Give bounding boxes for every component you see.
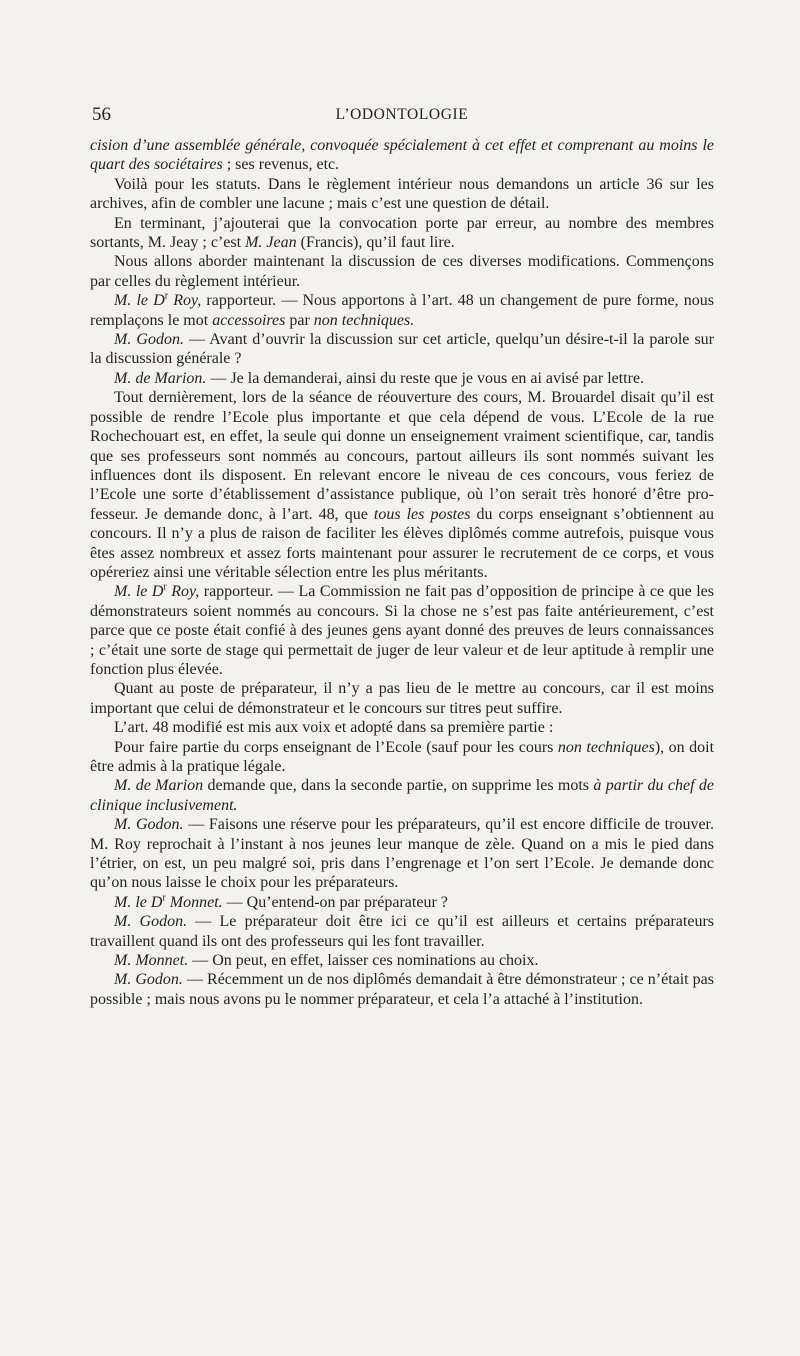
text-run: — Faisons une réserve pour les préparateurs, qu’il est encore difficile de trouver. M. Roy reprochait à l’instant à nos jeunes leur manque de zèle. Quand on a mis le pied dans l’étrier, on est, un peu malgré soi, pris dans l’engrenage et l’on sert l’Ecole. Je demande donc qu’on nous laisse le choix pour les préparateurs.	[90, 816, 715, 892]
paragraph	[90, 369, 714, 388]
italic-run: cision d’une assemblée générale, convoquée spécialement à cet effet et comprenant au moins le quart des sociétaires	[90, 137, 714, 174]
italic-run: M. le D	[114, 292, 165, 310]
body-text	[90, 136, 714, 1009]
text-run: Voilà pour les statuts. Dans le règlement intérieur nous demandons un article 36 sur les archives, afin de combler une lacune ; mais c’est une question de détail.	[90, 175, 714, 213]
paragraph	[90, 912, 714, 951]
text-run: demande que, dans la seconde partie, on supprime les mots	[203, 777, 594, 795]
superscript: r	[163, 582, 167, 594]
paragraph	[90, 738, 714, 777]
text-run: L’art. 48 modifié est mis aux voix et adopté dans sa première partie :	[114, 719, 554, 737]
text-run: Nous allons aborder maintenant la discussion de ces diverses modifications. Commençons par celles du règlement intérieur.	[90, 253, 714, 290]
text-run: Tout dernièrement, lors de la séance de réouverture des cours, M. Brouardel disait qu’il est possible de rendre l’Ecole plus importante et que cela dépend de vous. L’Ecole de la rue Rochechouart est, en effet, la seule qui donne un enseignement vraiment scientifique, car, tandis que ses professeurs sont nommés au concours, partout ailleurs ils sont nommés suivant les influences dont ils disposent. En relevant encore le niveau de ces concours, vous feriez de l’Ecole une sorte d’établissement d’assistance publique, où l’on serait très honoré d’être professeur. Je demande donc, à l’art. 48, que	[90, 389, 714, 523]
text-run: En terminant, j’ajouterai que la convocation porte par erreur, au nombre des membres sortants, M. Jeay ; c’est	[90, 214, 714, 252]
paragraph	[90, 893, 714, 912]
page-number: 56	[92, 104, 111, 125]
text-run: Pour faire partie du corps enseignant de l’Ecole (sauf pour les cours	[114, 738, 558, 756]
text-run: ; ses revenus, etc.	[222, 156, 340, 174]
italic-run: M. le D	[114, 583, 164, 601]
italic-run: M. Godon.	[114, 816, 184, 834]
paragraph	[90, 175, 714, 214]
italic-run: M. le D	[114, 893, 163, 911]
text-run: du corps enseignant s’obtiennent au concours. Il n’y a plus de raison de faciliter les élèves diplômés comme autrefois, puisque vous êtes assez nombreux et assez forts maintenant pour assurer le recrutement de ce corps, et vous opéreriez ainsi une véritable sélection entre les plus méritants.	[90, 505, 714, 581]
italic-run: accessoires	[212, 311, 286, 329]
text-run: — Je la demanderai, ainsi du reste que je vous en ai avisé par lettre.	[206, 369, 645, 387]
paragraph	[90, 776, 714, 815]
text-run: rapporteur. — La Commission ne fait pas d’opposition de principe à ce que les démonstrateurs soient nommés au concours. Si la chose ne s’est pas faite antérieurement, c’est parce que ce poste était confié à des jeunes gens ayant donné des preuves de leurs connaissances ; c’était une sorte de stage qui permettait de juger de leur valeur et de leur aptitude à remplir une fonction plus élevée.	[90, 583, 714, 678]
italic-run: M. Godon.	[114, 913, 188, 931]
paragraph	[90, 136, 714, 175]
italic-run: à partir du chef de clinique inclusivement.	[90, 777, 715, 814]
text-run: — Qu’entend-on par préparateur ?	[222, 893, 448, 911]
italic-run: non techniques.	[313, 311, 415, 329]
text-run: (Francis), qu’il faut lire.	[296, 234, 455, 252]
italic-run: Roy,	[168, 292, 202, 310]
paragraph	[90, 815, 714, 893]
text-run: rapporteur. — Nous apportons à l’art. 48 un changement de pure forme, nous remplaçons le mot	[90, 292, 715, 329]
italic-run: M. de Marion.	[114, 369, 207, 387]
paragraph	[90, 214, 714, 253]
italic-run: M. Jean	[245, 234, 297, 252]
text-run: — On peut, en effet, laisser ces nominations au choix.	[188, 952, 539, 970]
paragraph	[90, 970, 714, 1009]
italic-run: M. Godon.	[114, 971, 183, 989]
text-run: — Le préparateur doit être ici ce qu’il est ailleurs et certains préparateurs travaillent quand ils ont des professeurs qui les font travailler.	[90, 913, 714, 950]
italic-run: tous les postes	[373, 505, 471, 523]
superscript: r	[162, 892, 166, 904]
paragraph	[90, 679, 714, 718]
text-run: par	[285, 311, 314, 329]
paragraph	[90, 291, 714, 330]
text-run: ), on doit être admis à la pratique légale.	[90, 738, 715, 775]
italic-run: M. Monnet.	[114, 952, 189, 970]
italic-run: Roy,	[166, 583, 200, 601]
italic-run: M. de Marion	[114, 777, 204, 795]
running-title: L’ODONTOLOGIE	[335, 106, 469, 123]
paragraph	[90, 951, 714, 970]
page-header	[92, 104, 712, 128]
italic-run: non techniques	[557, 738, 655, 756]
paragraph	[90, 252, 714, 291]
superscript: r	[164, 290, 169, 302]
paragraph	[90, 582, 714, 679]
paragraph	[90, 718, 714, 737]
text-run: — Avant d’ouvrir la discussion sur cet article, quelqu’un désire-t-il la parole sur la discussion générale ?	[90, 331, 714, 368]
italic-run: Monnet.	[165, 893, 223, 911]
italic-run: M. Godon.	[114, 331, 184, 349]
paragraph	[90, 388, 714, 582]
paragraph	[90, 330, 714, 369]
text-run: — Récemment un de nos diplômés demandait à être démonstrateur ; ce n’était pas possible ; mais nous avons pu le nommer préparateur, et cela l’a attaché à l’institution.	[90, 971, 714, 1008]
text-run: Quant au poste de préparateur, il n’y a pas lieu de le mettre au concours, car il est moins important que celui de démonstrateur et le concours sur titres peut suffire.	[90, 680, 714, 717]
